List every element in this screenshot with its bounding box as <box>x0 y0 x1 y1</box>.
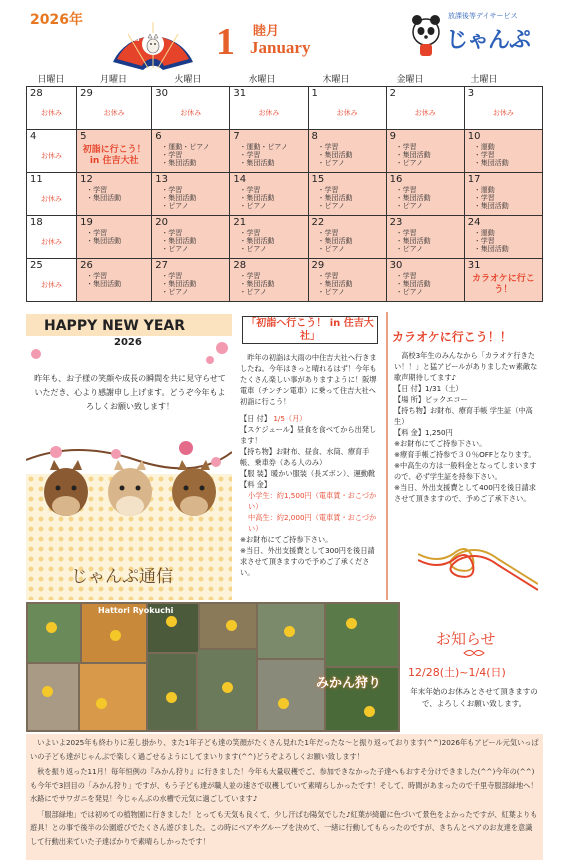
smiley-face-icon <box>226 620 237 631</box>
day-number: 18 <box>30 217 43 228</box>
activity-item: ・ 学習 <box>161 272 226 280</box>
shrine-visit-body <box>240 352 380 578</box>
karaoke-fee: 【料 金】1,250円 <box>394 428 453 437</box>
activity-item: ・ ピアノ <box>239 245 304 253</box>
calendar-day <box>464 87 542 130</box>
calendar-day <box>464 216 542 259</box>
event-label: カラオケに行こう！ <box>471 274 535 295</box>
day-number: 24 <box>467 217 481 228</box>
day-off-label: お休み <box>41 152 63 160</box>
report-paragraph: 秋を振り返った11月！毎年恒例の『みかん狩り』に行きました！今年も大量収穫でご、参加できなかった子達へもおすそ分けできました(^^)今年の(^^)も今年で3回目の「みかん狩り」ですが、もう子ども達が職人並の速さで収穫していて素晴らしかったです！そして、時間があまったので千里寺服部緑地へ！水路にでサワガニを発見！今じゃんぶの水槽で元気に過ごしています♪ <box>30 767 538 803</box>
activity-item: ・ 集団活動 <box>396 280 461 288</box>
calendar-day <box>308 130 386 173</box>
activity-list <box>468 186 539 210</box>
day-number: 3 <box>467 88 475 99</box>
activity-list <box>312 143 383 167</box>
calendar-day <box>386 259 464 302</box>
calendar-day <box>464 173 542 216</box>
calendar-week <box>27 130 543 173</box>
smiley-face-icon <box>364 706 375 717</box>
activity-list <box>155 186 226 210</box>
activity-item: ・ 集団活動 <box>396 194 461 202</box>
calendar-day <box>230 173 308 216</box>
karaoke-intro: 高校3年生のみんなから「カラオケ行きたい！！」と猛アピールがありましたｗ素敵な歌声期待してます♪ <box>394 351 538 382</box>
activity-item: ・ ピアノ <box>161 288 226 296</box>
calendar-day <box>386 87 464 130</box>
report-paragraph: 「服部緑地」では初めての植物園に行きました！とっても天気も良くて、少し汗ばむ陽気でした♪紅葉が綺麗に色づいて景色をよかったですが、紅葉よりも遊具！との事で後半の公園遊びでたくさん遊びました。この時にペアやグループを決めて、一緒に行動してもらったのですが、きちんとペアのお友達を意識して行動出来ていた子達ばかりで素晴らしかったです！ <box>30 809 538 846</box>
activity-item: ・ 集団活動 <box>86 194 148 202</box>
photo-tile <box>258 660 324 730</box>
activity-item: ・ 運動 <box>474 229 539 237</box>
calendar-day <box>152 130 230 173</box>
activity-item: ・ 学習 <box>239 229 304 237</box>
activity-item: ・ ピアノ <box>396 245 461 253</box>
activity-item: ・ 学習 <box>396 229 461 237</box>
activity-list <box>233 229 304 253</box>
calendar-day <box>27 87 77 130</box>
calendar-day <box>152 173 230 216</box>
day-off-label: お休み <box>336 109 358 117</box>
smiley-face-icon <box>46 622 57 633</box>
activity-item: ・ 運動 <box>474 186 539 194</box>
activity-item: ・ 学習 <box>318 272 383 280</box>
activity-item: ・ 集団活動 <box>318 151 383 159</box>
activity-item: ・ 学習 <box>474 151 539 159</box>
activity-list <box>390 143 461 167</box>
activity-item: ・ 集団活動 <box>474 245 539 253</box>
activity-item: ・ 集団活動 <box>318 194 383 202</box>
report-paragraph: いよいよ2025年も終わりに差し掛かり、また1年子ども達の笑顔がたくさん見れた1年だったな～と振り返っております(^^)2026年もアピール元気いっぱいの子ども達がじゃんぷで楽しく過ごせるようにしてまいります(^^)どうぞよろしくお願い致します！ <box>30 738 539 761</box>
shrine-visit-panel <box>234 312 384 600</box>
notice-date: 12/28(土)~1/4(日) <box>408 666 506 679</box>
day-number: 31 <box>467 260 481 271</box>
activity-item: ・ 集団活動 <box>239 159 304 167</box>
date-label: 【日 付】 <box>240 414 272 423</box>
weekday-mon: 月曜日 <box>99 75 127 85</box>
smiley-face-icon <box>110 630 121 641</box>
day-off-label: お休み <box>41 109 63 117</box>
day-number: 15 <box>311 174 325 185</box>
activity-item: ・ 集団活動 <box>239 280 304 288</box>
shrine-visit-items: 【持ち物】お財布、昼食、水筒、療育手帳、乗車券（ある人のみ） <box>240 447 370 467</box>
karaoke-title: カラオケに行こう！！ <box>392 330 512 344</box>
day-number: 1 <box>311 88 318 99</box>
day-off-label: お休み <box>41 281 63 289</box>
smiley-face-icon <box>166 616 177 627</box>
karaoke-note3: ※中高生の方は一般料金となってしまいますので、必ず学生証を持参下さい。 <box>394 461 537 481</box>
calendar-grid <box>26 86 543 302</box>
new-year-year: 2026 <box>114 337 142 348</box>
shrine-visit-clothes: 【服 装】暖かい服装（長ズボン）、運動靴 <box>240 469 376 478</box>
day-off-label: お休み <box>492 109 514 117</box>
date-value: 1/5（月） <box>273 414 307 423</box>
event-label: 初詣に行こう！ in 住吉大社 <box>82 145 146 166</box>
calendar-day <box>77 216 152 259</box>
calendar-day <box>77 87 152 130</box>
activity-list <box>80 186 148 202</box>
shrine-visit-fee-elem: 小学生：約1,500円（電車賃・おこづかい） <box>248 491 377 511</box>
calendar-day <box>230 87 308 130</box>
smiley-face-icon <box>346 618 357 629</box>
weekday-sat: 土曜日 <box>470 75 498 85</box>
activity-list <box>155 229 226 253</box>
day-off-label: お休み <box>414 109 436 117</box>
day-number: 26 <box>80 260 93 271</box>
day-number: 29 <box>80 88 93 99</box>
activity-item: ・ 運動 <box>474 143 539 151</box>
activity-list <box>312 229 383 253</box>
activity-list <box>155 272 226 296</box>
calendar-day <box>27 259 77 302</box>
smiley-face-icon <box>278 698 289 709</box>
calendar-week <box>27 87 543 130</box>
ribbon-icon <box>462 648 486 658</box>
activity-list <box>468 229 539 253</box>
day-number: 28 <box>30 88 43 99</box>
smiley-face-icon <box>222 682 233 693</box>
activity-item: ・ 集団活動 <box>86 237 148 245</box>
activity-item: ・ 集団活動 <box>474 159 539 167</box>
day-number: 8 <box>311 131 318 142</box>
activity-item: ・ 学習 <box>318 186 383 194</box>
day-number: 30 <box>389 260 403 271</box>
weekday-wed: 水曜日 <box>248 75 276 85</box>
notice-panel <box>402 602 543 732</box>
activity-item: ・ 学習 <box>161 186 226 194</box>
photo-tile <box>80 664 146 730</box>
day-number: 10 <box>467 131 481 142</box>
calendar-day <box>77 173 152 216</box>
activity-list <box>80 272 148 288</box>
calendar-day <box>308 259 386 302</box>
day-number: 31 <box>233 88 247 99</box>
activity-item: ・ 集団活動 <box>396 237 461 245</box>
mizuhiki-knot-icon <box>418 534 538 600</box>
day-number: 21 <box>233 217 247 228</box>
shrine-visit-date <box>240 413 380 424</box>
activity-item: ・ ピアノ <box>396 202 461 210</box>
day-number: 5 <box>80 131 87 142</box>
weekday-tue: 火曜日 <box>174 75 202 85</box>
activity-list <box>468 143 539 167</box>
month-number: 1 <box>216 21 235 63</box>
activity-item: ・ 学習 <box>318 143 383 151</box>
notice-message: 年末年始のお休みとさせて頂きますので、よろしくお願い致します。 <box>410 687 538 708</box>
smiley-face-icon <box>166 692 177 703</box>
calendar-day <box>27 130 77 173</box>
weekday-sun: 日曜日 <box>37 75 65 85</box>
activity-item: ・ 学習 <box>161 151 226 159</box>
month-jp: 睦月 <box>253 24 280 39</box>
calendar-day <box>77 130 152 173</box>
header <box>0 0 564 72</box>
day-number: 22 <box>311 217 325 228</box>
fan-text: 新 春 <box>118 32 142 43</box>
day-number: 12 <box>80 174 93 185</box>
calendar-day <box>386 130 464 173</box>
day-number: 17 <box>467 174 481 185</box>
activity-item: ・ ピアノ <box>318 245 383 253</box>
calendar-day <box>308 216 386 259</box>
month-en: January <box>250 38 311 57</box>
karaoke-note1: ※お財布にてご持参下さい。 <box>394 439 487 448</box>
shrine-visit-title: 「初詣へ行こう！ in 住吉大社」 <box>242 316 378 344</box>
logo-name: じゃんぷ <box>446 28 531 53</box>
karaoke-note4: ※当日、外出支援費として400円を後日請求させて頂きますので、予めご了承下さい。 <box>394 483 536 503</box>
activity-list <box>390 229 461 253</box>
calendar-day <box>152 216 230 259</box>
activity-list <box>233 186 304 210</box>
report-text <box>26 734 543 860</box>
year-label: 2026年 <box>30 12 83 28</box>
weekday-fri: 金曜日 <box>396 75 424 85</box>
shrine-visit-fee-middle: 中高生：約2,000円（電車賃・おこづかい） <box>248 513 377 533</box>
calendar-day <box>77 259 152 302</box>
karaoke-note2: ※療育手帳ご持参で３０％OFFとなります。 <box>394 450 536 459</box>
shrine-visit-note1: ※お財布にてご持参下さい。 <box>240 535 333 544</box>
activity-item: ・ 学習 <box>86 272 148 280</box>
activity-item: ・ 学習 <box>86 229 148 237</box>
activity-list <box>233 143 304 167</box>
activity-list <box>80 229 148 245</box>
day-number: 28 <box>233 260 247 271</box>
karaoke-panel <box>386 312 543 600</box>
photo-tile <box>326 604 398 666</box>
photo-tile <box>28 604 80 662</box>
smiley-face-icon <box>42 686 53 697</box>
activity-item: ・ 学習 <box>474 237 539 245</box>
smiley-face-icon <box>96 698 107 709</box>
activity-item: ・ 学習 <box>239 151 304 159</box>
logo-subtitle: 放課後等デイサービス <box>448 12 518 20</box>
activity-item: ・ 運動・ピアノ <box>161 143 226 151</box>
activity-item: ・ ピアノ <box>239 202 304 210</box>
activity-list <box>312 186 383 210</box>
day-number: 6 <box>155 131 162 142</box>
activity-item: ・ 学習 <box>474 194 539 202</box>
calendar-day <box>386 216 464 259</box>
activity-item: ・ 学習 <box>239 272 304 280</box>
day-number: 19 <box>80 217 93 228</box>
calendar-day <box>464 130 542 173</box>
day-number: 20 <box>155 217 168 228</box>
calendar-day <box>230 259 308 302</box>
activity-item: ・ 集団活動 <box>396 151 461 159</box>
activity-list <box>390 272 461 296</box>
day-off-label: お休み <box>258 109 280 117</box>
weekday-thu: 木曜日 <box>322 75 350 85</box>
activity-item: ・ 集団活動 <box>161 194 226 202</box>
day-number: 29 <box>311 260 325 271</box>
day-number: 30 <box>155 88 168 99</box>
photo-collage <box>26 602 400 732</box>
day-number: 7 <box>233 131 240 142</box>
activity-item: ・ 学習 <box>86 186 148 194</box>
shrine-visit-note2: ※当日、外出支援費として300円を後日請求させて頂きますので予めご了承ください。 <box>240 546 375 577</box>
day-number: 14 <box>233 174 247 185</box>
new-year-title: HAPPY NEW YEAR <box>44 318 185 334</box>
calendar-day <box>386 173 464 216</box>
photo-tile <box>28 664 78 730</box>
activity-item: ・ 集団活動 <box>239 237 304 245</box>
activity-item: ・ 運動・ピアノ <box>239 143 304 151</box>
calendar-week <box>27 259 543 302</box>
day-number: 2 <box>389 88 397 99</box>
activity-item: ・ 学習 <box>396 186 461 194</box>
karaoke-place: 【場 所】ビックエコー <box>394 395 468 404</box>
day-number: 27 <box>155 260 168 271</box>
karaoke-date: 【日 付】1/31（土） <box>394 384 463 393</box>
activity-item: ・ 集団活動 <box>239 194 304 202</box>
calendar-week <box>27 173 543 216</box>
activity-item: ・ 集団活動 <box>86 280 148 288</box>
new-year-panel <box>26 312 232 600</box>
day-number: 23 <box>389 217 403 228</box>
activity-item: ・ ピアノ <box>318 159 383 167</box>
karaoke-items: 【持ち物】お財布、療育手帳 学生証（中高生） <box>394 406 533 426</box>
activity-item: ・ 集団活動 <box>161 159 226 167</box>
calendar-day <box>152 87 230 130</box>
activity-list <box>390 186 461 210</box>
day-number: 25 <box>30 260 43 271</box>
day-number: 13 <box>155 174 168 185</box>
shrine-visit-fee-label: 【料 金】 <box>240 480 272 489</box>
calendar-day <box>152 259 230 302</box>
activity-item: ・ 集団活動 <box>318 237 383 245</box>
calendar-day <box>230 130 308 173</box>
activity-item: ・ 学習 <box>318 229 383 237</box>
calendar-day <box>308 173 386 216</box>
new-year-message: 昨年も、お子様の笑顔や成長の瞬間を共に見守らせていただき、心より感謝申し上げます。どうぞ今年もよろしくお願い致します！ <box>34 374 226 411</box>
calendar-day <box>27 216 77 259</box>
activity-item: ・ 集団活動 <box>474 202 539 210</box>
day-off-label: お休み <box>41 238 63 246</box>
notice-title: お知らせ <box>436 630 496 648</box>
activity-item: ・ 集団活動 <box>161 237 226 245</box>
activity-item: ・ 集団活動 <box>318 280 383 288</box>
activity-list <box>312 272 383 296</box>
activity-item: ・ ピアノ <box>396 159 461 167</box>
day-off-label: お休み <box>103 109 125 117</box>
activity-item: ・ ピアノ <box>396 288 461 296</box>
calendar-day <box>464 259 542 302</box>
activity-list <box>233 272 304 296</box>
horse-icon <box>102 456 158 522</box>
day-off-label: お休み <box>180 109 202 117</box>
newsletter-caption: じゃんぷ通信 <box>71 567 173 587</box>
activity-item: ・ ピアノ <box>318 288 383 296</box>
calendar-day <box>27 173 77 216</box>
photo-label-hattori: Hattori Ryokuchi <box>98 606 174 615</box>
shrine-visit-intro: 昨年の初詣は大雨の中住吉大社へ行きましたね。今年はきっと晴れるはず！今年もたくさん楽しい事がありますように！阪堺電車（チンチン電車）に乗って住吉大社へ初詣に行こう！ <box>240 353 377 406</box>
photo-label-mikan: みかん狩り <box>316 676 382 691</box>
day-number: 9 <box>389 131 397 142</box>
activity-item: ・ ピアノ <box>161 202 226 210</box>
calendar-day <box>230 216 308 259</box>
karaoke-body <box>394 350 540 504</box>
horse-icon <box>38 456 94 522</box>
day-number: 11 <box>30 174 43 185</box>
activity-item: ・ 集団活動 <box>161 280 226 288</box>
activity-list <box>155 143 226 167</box>
horse-icon <box>166 456 222 522</box>
new-year-fan-icon <box>108 14 198 72</box>
calendar-week <box>27 216 543 259</box>
activity-item: ・ 学習 <box>396 272 461 280</box>
weekday-header <box>26 72 543 86</box>
day-number: 16 <box>389 174 403 185</box>
day-number: 4 <box>30 131 37 142</box>
shrine-visit-schedule: 【スケジュール】昼食を食べてから出発します！ <box>240 425 377 445</box>
activity-item: ・ ピアノ <box>318 202 383 210</box>
activity-item: ・ ピアノ <box>161 245 226 253</box>
activity-item: ・ ピアノ <box>239 288 304 296</box>
activity-item: ・ 学習 <box>239 186 304 194</box>
activity-item: ・ 学習 <box>161 229 226 237</box>
activity-item: ・ 学習 <box>396 143 461 151</box>
day-off-label: お休み <box>41 195 63 203</box>
smiley-face-icon <box>284 626 295 637</box>
calendar-day <box>308 87 386 130</box>
